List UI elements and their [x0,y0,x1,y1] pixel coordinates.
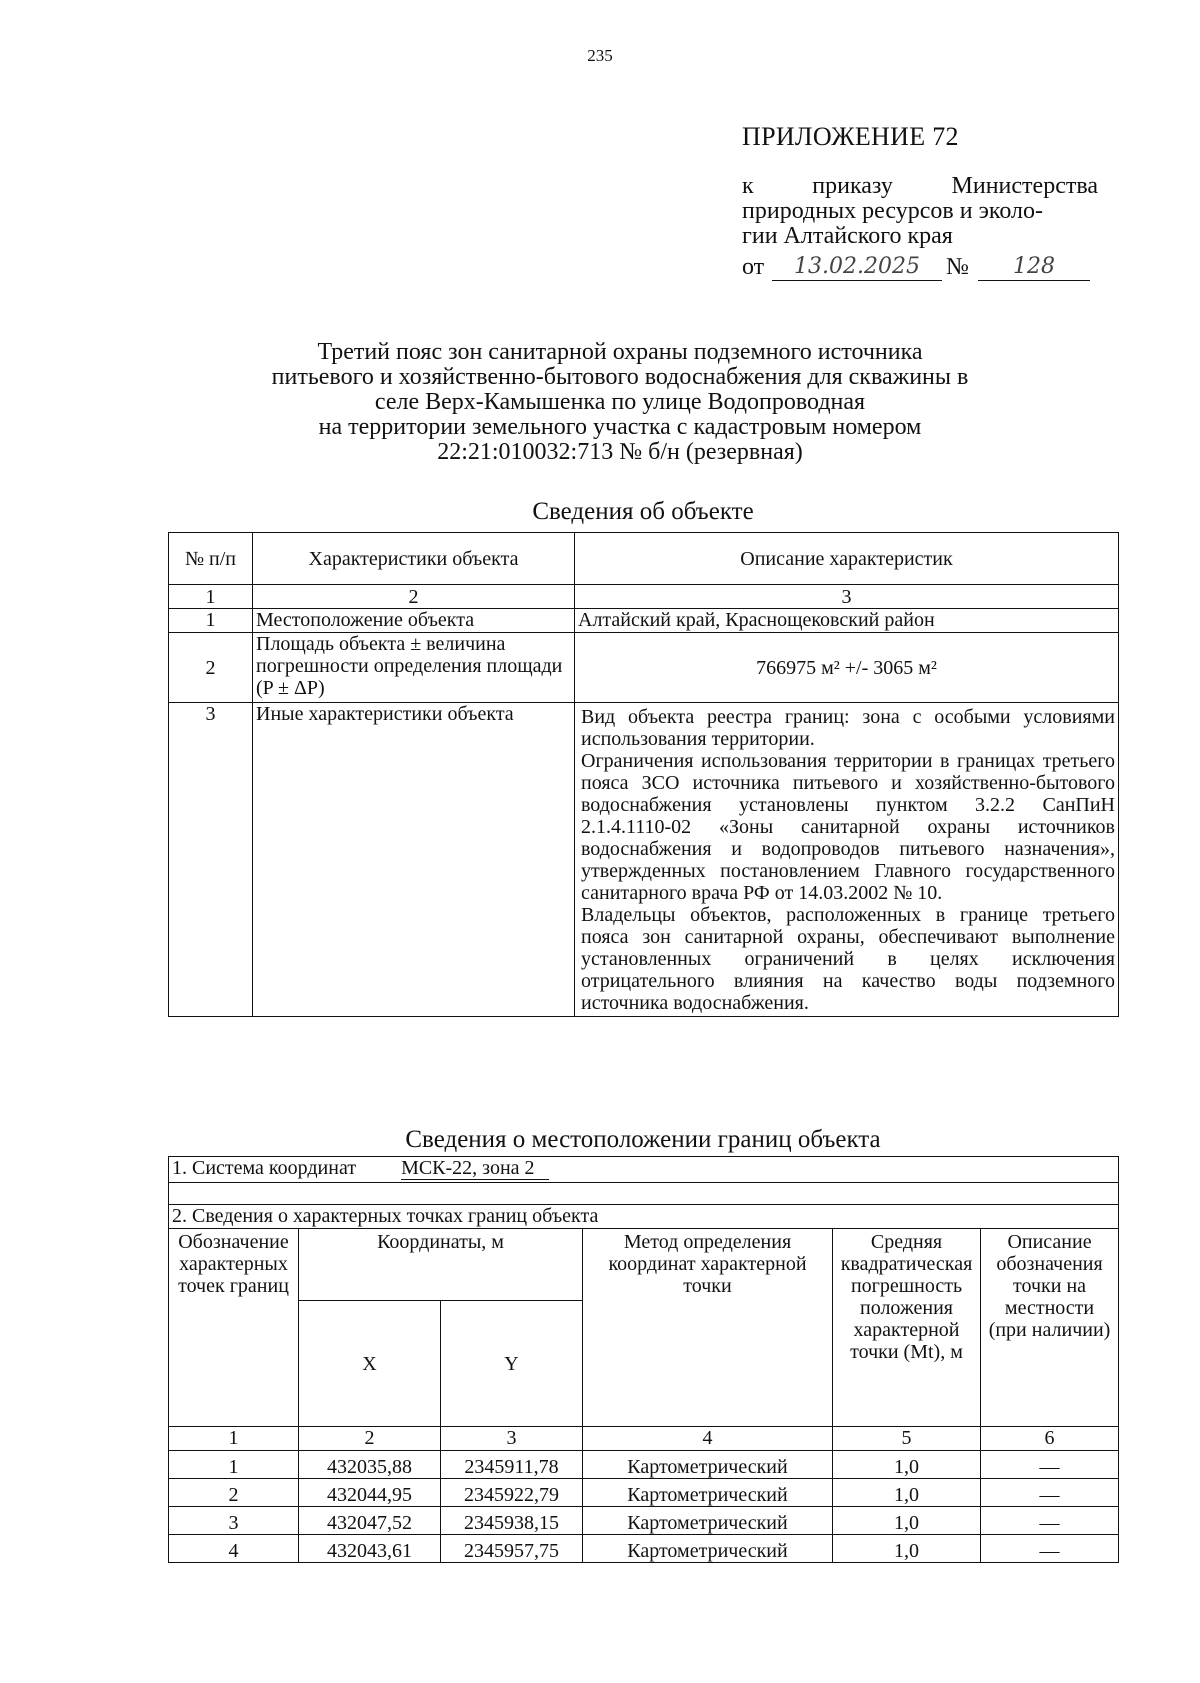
row-number: 2 [169,633,253,703]
header-x: X [299,1301,441,1427]
appendix-reference [742,174,1098,249]
point-description: — [981,1535,1119,1563]
row-description: 766975 м² +/- 3065 м² [575,633,1119,703]
description-paragraph: Ограничения использования территории в границах третьего пояса ЗСО источника питьевого и хозяйственно-бытового водоснабжения установлены пунктом 3.2.2 СанПиН 2.1.4.1110-02 «Зоны санитарной охраны источников водоснабжения и водопроводов питьевого назначения», утвержденных постановлением Главного государственного санитарного врача РФ от 14.03.2002 № 10. [581,750,1115,904]
order-date-line [742,254,1098,286]
point-method: Картометрический [583,1479,833,1507]
row-number: 1 [169,609,253,633]
point-y: 2345938,15 [441,1507,583,1535]
point-y: 2345922,79 [441,1479,583,1507]
point-error: 1,0 [833,1535,981,1563]
point-method: Картометрический [583,1451,833,1479]
title-line: селе Верх-Камышенка по улице Водопроводная [374,389,866,415]
col-number: 4 [583,1427,833,1451]
point-description: — [981,1507,1119,1535]
table-row [169,1535,1119,1563]
handwritten-date: 13.02.2025 [772,254,942,281]
title-line: на территории земельного участка с кадастровым номером [318,414,922,440]
point-x: 432043,61 [299,1535,441,1563]
point-description: — [981,1451,1119,1479]
number-label: № [946,254,969,280]
coordinate-system-label: 1. Система координат [172,1157,357,1179]
point-id: 3 [169,1507,299,1535]
col-number: 3 [575,585,1119,609]
date-label: от [742,254,765,280]
table-row [169,633,1119,703]
row-number: 3 [169,703,253,1017]
col-number: 3 [441,1427,583,1451]
appendix-title: ПРИЛОЖЕНИЕ 72 [742,122,959,151]
col-number: 6 [981,1427,1119,1451]
header-num: № п/п [169,533,253,585]
point-id: 1 [169,1451,299,1479]
point-method: Картометрический [583,1507,833,1535]
point-x: 432047,52 [299,1507,441,1535]
header-coordinates: Координаты, м [299,1229,583,1301]
handwritten-number: 128 [978,254,1090,281]
point-x: 432044,95 [299,1479,441,1507]
col-number: 5 [833,1427,981,1451]
page-number: 235 [587,46,613,65]
boundary-points-table [168,1156,1119,1563]
header-description: Описание обозначения точки на местности (при наличии) [981,1229,1119,1427]
row-characteristic: Площадь объекта ± величина погрешности определения площади (P ± ΔP) [253,633,575,703]
object-section-title: Сведения об объекте [532,498,754,525]
header-error: Средняя квадратическая погрешность положения характерной точки (Mt), м [833,1229,981,1427]
appendix-ref-line: к приказу Министерства [742,173,1098,199]
object-info-table [168,532,1119,1017]
point-id: 4 [169,1535,299,1563]
row-description [575,703,1119,1017]
row-characteristic: Местоположение объекта [253,609,575,633]
point-x: 432035,88 [299,1451,441,1479]
coordinate-system-value: МСК-22, зона 2 [401,1157,549,1180]
header-point: Обозначение характерных точек границ [169,1229,299,1427]
col-number: 1 [169,1427,299,1451]
point-error: 1,0 [833,1479,981,1507]
title-line: 22:21:010032:713 № б/н (резервная) [437,439,803,465]
title-line: Третий пояс зон санитарной охраны подземного источника [317,339,923,365]
point-y: 2345957,75 [441,1535,583,1563]
point-method: Картометрический [583,1535,833,1563]
col-number: 2 [253,585,575,609]
header-y: Y [441,1301,583,1427]
point-id: 2 [169,1479,299,1507]
point-y: 2345911,78 [441,1451,583,1479]
description-paragraph: Вид объекта реестра границ: зона с особыми условиями использования территории. [581,706,1115,750]
point-description: — [981,1479,1119,1507]
table-row [169,1479,1119,1507]
boundary-section-title: Сведения о местоположении границ объекта [405,1126,881,1153]
table-row [169,1507,1119,1535]
description-paragraph: Владельцы объектов, расположенных в границе третьего пояса зон санитарной охраны, обеспечивают выполнение установленных ограничений в целях исключения отрицательного влияния на качество воды подземного источника водоснабжения. [581,904,1115,1014]
table-row [169,703,1119,1017]
row-characteristic: Иные характеристики объекта [253,703,575,1017]
coordinate-system-row [169,1157,1119,1183]
header-characteristic: Характеристики объекта [253,533,575,585]
document-title [150,340,1090,465]
appendix-ref-line: гии Алтайского края [742,223,953,249]
col-number: 1 [169,585,253,609]
point-error: 1,0 [833,1507,981,1535]
empty-row [169,1183,1119,1205]
title-line: питьевого и хозяйственно-бытового водоснабжения для скважины в [271,364,969,390]
table-row [169,609,1119,633]
points-section-label: 2. Сведения о характерных точках границ объекта [169,1205,1119,1229]
header-description: Описание характеристик [575,533,1119,585]
point-error: 1,0 [833,1451,981,1479]
row-description: Алтайский край, Краснощековский район [575,609,1119,633]
table-row [169,1451,1119,1479]
header-method: Метод определения координат характерной точки [583,1229,833,1427]
col-number: 2 [299,1427,441,1451]
appendix-ref-line: природных ресурсов и эколо- [742,198,1043,224]
